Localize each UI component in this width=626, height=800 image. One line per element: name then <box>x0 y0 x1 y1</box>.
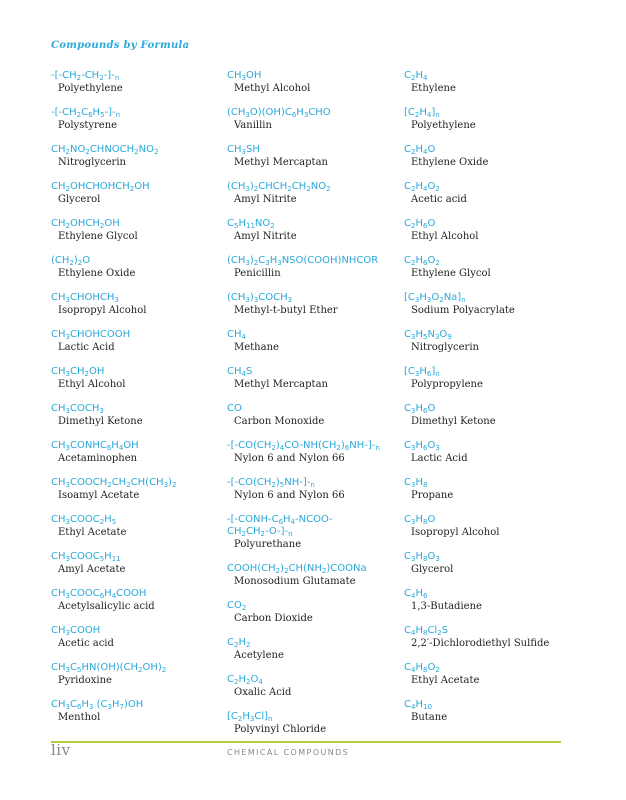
compound-name: Methyl Mercaptan <box>234 157 328 168</box>
compound-entry <box>51 292 176 318</box>
compound-formula: $C_3H_5N_3O_9$ <box>404 329 452 341</box>
compound-formula: $C_3H_8O_3$ <box>404 551 440 563</box>
compound-entry <box>404 292 549 318</box>
compound-name: 2,2′-Dichlorodiethyl Sulfide <box>411 638 550 649</box>
compound-name: 1,3-Butadiene <box>411 601 482 612</box>
column-1 <box>51 70 176 736</box>
compound-entry <box>404 107 549 133</box>
compound-entry <box>51 662 176 688</box>
compound-formula: $(CH_3)_2C_3H_3NSO(COOH)NHCOR$ <box>227 255 379 267</box>
compound-name: Nylon 6 and Nylon 66 <box>234 490 345 501</box>
compound-name: Nitroglycerin <box>411 342 479 353</box>
compound-name: Methane <box>234 342 279 353</box>
compound-formula: $CH_2OHCH_2OH$ <box>51 218 120 230</box>
compound-entry <box>51 551 176 577</box>
compound-entry <box>227 440 380 466</box>
compound-name: Methyl-t-butyl Ether <box>234 305 338 316</box>
compound-formula: $CH_3COCH_3$ <box>51 403 104 415</box>
compound-formula: $C_2H_6O$ <box>404 218 436 230</box>
page-heading: Compounds by Formula <box>51 40 190 51</box>
compound-entry <box>404 440 549 466</box>
compound-entry <box>227 403 380 429</box>
compound-name: Lactic Acid <box>411 453 468 464</box>
compound-name: Polypropylene <box>411 379 483 390</box>
compound-entry <box>227 514 380 552</box>
compound-formula: $[C_3H_3O_2Na]_n$ <box>404 292 466 304</box>
compound-formula: $CH_3SH$ <box>227 144 260 156</box>
compound-entry <box>51 218 176 244</box>
compound-name: Dimethyl Ketone <box>58 416 143 427</box>
compound-formula: $C_2H_2O_4$ <box>227 674 263 686</box>
compound-name: Ethyl Alcohol <box>411 231 479 242</box>
compound-entry <box>404 699 549 725</box>
compound-formula: $C_4H_{10}$ <box>404 699 432 711</box>
compound-formula: $[C_2H_3Cl]_n$ <box>227 711 273 723</box>
compound-formula: $C_5H_{11}NO_2$ <box>227 218 275 230</box>
compound-entry <box>51 181 176 207</box>
compound-formula: $C_3H_8$ <box>404 477 428 489</box>
compound-entry <box>51 440 176 466</box>
compound-entry <box>51 477 176 503</box>
compound-formula: $CH_2NO_2CHNOCH_2NO_2$ <box>51 144 159 156</box>
compound-entry <box>227 218 380 244</box>
compound-formula: $C_3H_6O$ <box>404 403 436 415</box>
compound-entry <box>51 255 176 281</box>
compound-formula: $CH_3COOC_5H_{11}$ <box>51 551 121 563</box>
compound-formula: $C_2H_4O_2$ <box>404 181 440 193</box>
compound-entry <box>404 366 549 392</box>
compound-name: Amyl Nitrite <box>234 231 297 242</box>
compound-formula: $-[-CO(CH_2)_4CO-NH(CH_2)_6NH-]-_n$ <box>227 440 380 452</box>
compound-entry <box>404 403 549 429</box>
compound-name: Butane <box>411 712 448 723</box>
compound-entry <box>227 563 380 589</box>
compound-formula: $[C_2H_4]_n$ <box>404 107 440 119</box>
compound-formula: $CH_3COOC_2H_5$ <box>51 514 117 526</box>
compound-formula: $-[-CONH-C_6H_4-NCOO-$ $CH_2CH_2-O-]-_n$ <box>227 514 333 538</box>
compound-entry <box>227 366 380 392</box>
compound-entry <box>51 70 176 96</box>
compound-formula: $C_2H_4O$ <box>404 144 436 156</box>
compound-name: Ethyl Acetate <box>58 527 127 538</box>
compound-name: Menthol <box>58 712 101 723</box>
compound-formula: $(CH_3O)(OH)C_6H_3CHO$ <box>227 107 331 119</box>
compound-name: Ethylene Oxide <box>411 157 489 168</box>
compound-formula: $CH_3COOC_6H_4COOH$ <box>51 588 147 600</box>
compound-formula: $C_2H_6O_2$ <box>404 255 440 267</box>
compound-entry <box>51 514 176 540</box>
compound-entry <box>404 662 549 688</box>
compound-entry <box>51 144 176 170</box>
compound-entry <box>404 551 549 577</box>
compound-name: Ethylene Oxide <box>58 268 136 279</box>
compound-name: Acetylene <box>234 650 284 661</box>
compound-entry <box>404 588 549 614</box>
compound-formula: $CO_2$ <box>227 600 247 612</box>
compound-formula: $-[-CH_2C_6H_5-]-_n$ <box>51 107 121 119</box>
compound-entry <box>227 144 380 170</box>
compound-formula: $-[-CH_2-CH_2-]-_n$ <box>51 70 120 82</box>
compound-name: Ethylene Glycol <box>411 268 491 279</box>
compound-name: Ethylene Glycol <box>58 231 138 242</box>
compound-formula: $-[-CO(CH_2)_5NH-]-_n$ <box>227 477 315 489</box>
compound-name: Polyethylene <box>411 120 476 131</box>
compound-name: Lactic Acid <box>58 342 115 353</box>
compound-name: Glycerol <box>411 564 454 575</box>
compound-entry <box>227 181 380 207</box>
compound-entry <box>404 625 549 651</box>
compound-formula: $CH_4$ <box>227 329 246 341</box>
compound-entry <box>404 70 549 96</box>
compound-formula: $C_4H_8O_2$ <box>404 662 440 674</box>
compound-entry <box>51 329 176 355</box>
compound-formula: $CH_3CONHC_6H_4OH$ <box>51 440 139 452</box>
compound-name: Polyvinyl Chloride <box>234 724 327 735</box>
compound-name: Propane <box>411 490 454 501</box>
compound-formula: $CH_3COOH$ <box>51 625 101 637</box>
compound-name: Amyl Nitrite <box>234 194 297 205</box>
compound-formula: $C_3H_8O$ <box>404 514 436 526</box>
footer-rule <box>51 741 561 743</box>
compound-formula: $C_2H_2$ <box>227 637 251 649</box>
page-number: liv <box>51 741 71 759</box>
compound-entry <box>404 144 549 170</box>
compound-entry <box>227 329 380 355</box>
compound-formula: $CH_3C_5HN(OH)(CH_2OH)_2$ <box>51 662 167 674</box>
compound-name: Polyethylene <box>58 83 123 94</box>
compound-name: Glycerol <box>58 194 101 205</box>
compound-entry <box>404 329 549 355</box>
compound-formula: $C_3H_6O_3$ <box>404 440 440 452</box>
compound-name: Ethylene <box>411 83 456 94</box>
compound-name: Nitroglycerin <box>58 157 126 168</box>
compound-formula: $CH_4S$ <box>227 366 253 378</box>
compound-formula: $C_4H_6$ <box>404 588 428 600</box>
compound-formula: $C_2H_4$ <box>404 70 428 82</box>
compound-entry <box>51 625 176 651</box>
compound-entry <box>227 600 380 626</box>
compound-name: Carbon Dioxide <box>234 613 313 624</box>
compound-name: Monosodium Glutamate <box>234 576 356 587</box>
compound-name: Ethyl Alcohol <box>58 379 126 390</box>
compound-formula: $(CH_2)_2O$ <box>51 255 91 267</box>
compound-name: Acetaminophen <box>58 453 138 464</box>
compound-name: Acetylsalicylic acid <box>58 601 155 612</box>
compound-entry <box>227 711 380 737</box>
compound-formula: $CH_3OH$ <box>227 70 262 82</box>
compound-formula: $CH_3CHOHCH_3$ <box>51 292 119 304</box>
compound-name: Methyl Alcohol <box>234 83 311 94</box>
compound-name: Penicillin <box>234 268 281 279</box>
compound-name: Nylon 6 and Nylon 66 <box>234 453 345 464</box>
compound-name: Vanillin <box>234 120 272 131</box>
compound-formula: $CH_3CHOHCOOH$ <box>51 329 131 341</box>
compound-entry <box>404 514 549 540</box>
compound-formula: $COOH(CH_2)_2CH(NH_2)COONa$ <box>227 563 367 575</box>
compound-name: Oxalic Acid <box>234 687 292 698</box>
compound-entry <box>227 477 380 503</box>
compound-entry <box>404 255 549 281</box>
compound-formula: $(CH_3)_2CHCH_2CH_2NO_2$ <box>227 181 331 193</box>
compound-formula: $[C_3H_6]_n$ <box>404 366 440 378</box>
compound-name: Ethyl Acetate <box>411 675 480 686</box>
compound-entry <box>51 699 176 725</box>
compound-name: Carbon Monoxide <box>234 416 325 427</box>
compound-formula: $CH_3COOCH_2CH_2CH(CH_3)_2$ <box>51 477 177 489</box>
compound-entry <box>51 366 176 392</box>
compound-entry <box>227 70 380 96</box>
compound-formula: $(CH_3)_3COCH_3$ <box>227 292 293 304</box>
column-3 <box>404 70 549 736</box>
compound-formula: CO <box>227 403 242 414</box>
column-2 <box>227 70 380 748</box>
compound-name: Sodium Polyacrylate <box>411 305 515 316</box>
compound-name: Pyridoxine <box>58 675 112 686</box>
compound-entry <box>51 588 176 614</box>
compound-entry <box>51 107 176 133</box>
compound-name: Polyurethane <box>234 539 302 550</box>
compound-entry <box>227 292 380 318</box>
footer-section-title: CHEMICAL COMPOUNDS <box>227 748 350 757</box>
compound-name: Amyl Acetate <box>58 564 126 575</box>
compound-entry <box>51 403 176 429</box>
compound-formula: $C_4H_8Cl_2S$ <box>404 625 449 637</box>
compound-formula: $CH_2OHCHOHCH_2OH$ <box>51 181 150 193</box>
compound-name: Polystyrene <box>58 120 118 131</box>
compound-entry <box>227 255 380 281</box>
compound-name: Isopropyl Alcohol <box>411 527 500 538</box>
compound-name: Methyl Mercaptan <box>234 379 328 390</box>
compound-entry <box>404 181 549 207</box>
compound-entry <box>227 107 380 133</box>
compound-name: Acetic acid <box>58 638 114 649</box>
compound-name: Isoamyl Acetate <box>58 490 140 501</box>
compound-name: Isopropyl Alcohol <box>58 305 147 316</box>
compound-name: Acetic acid <box>411 194 467 205</box>
compound-formula: $CH_3C_6H_3$ $(C_3H_7)OH$ <box>51 699 144 711</box>
compound-entry <box>227 637 380 663</box>
compound-entry <box>404 218 549 244</box>
compound-entry <box>227 674 380 700</box>
compound-name: Dimethyl Ketone <box>411 416 496 427</box>
compound-entry <box>404 477 549 503</box>
compound-formula: $CH_3CH_2OH$ <box>51 366 105 378</box>
